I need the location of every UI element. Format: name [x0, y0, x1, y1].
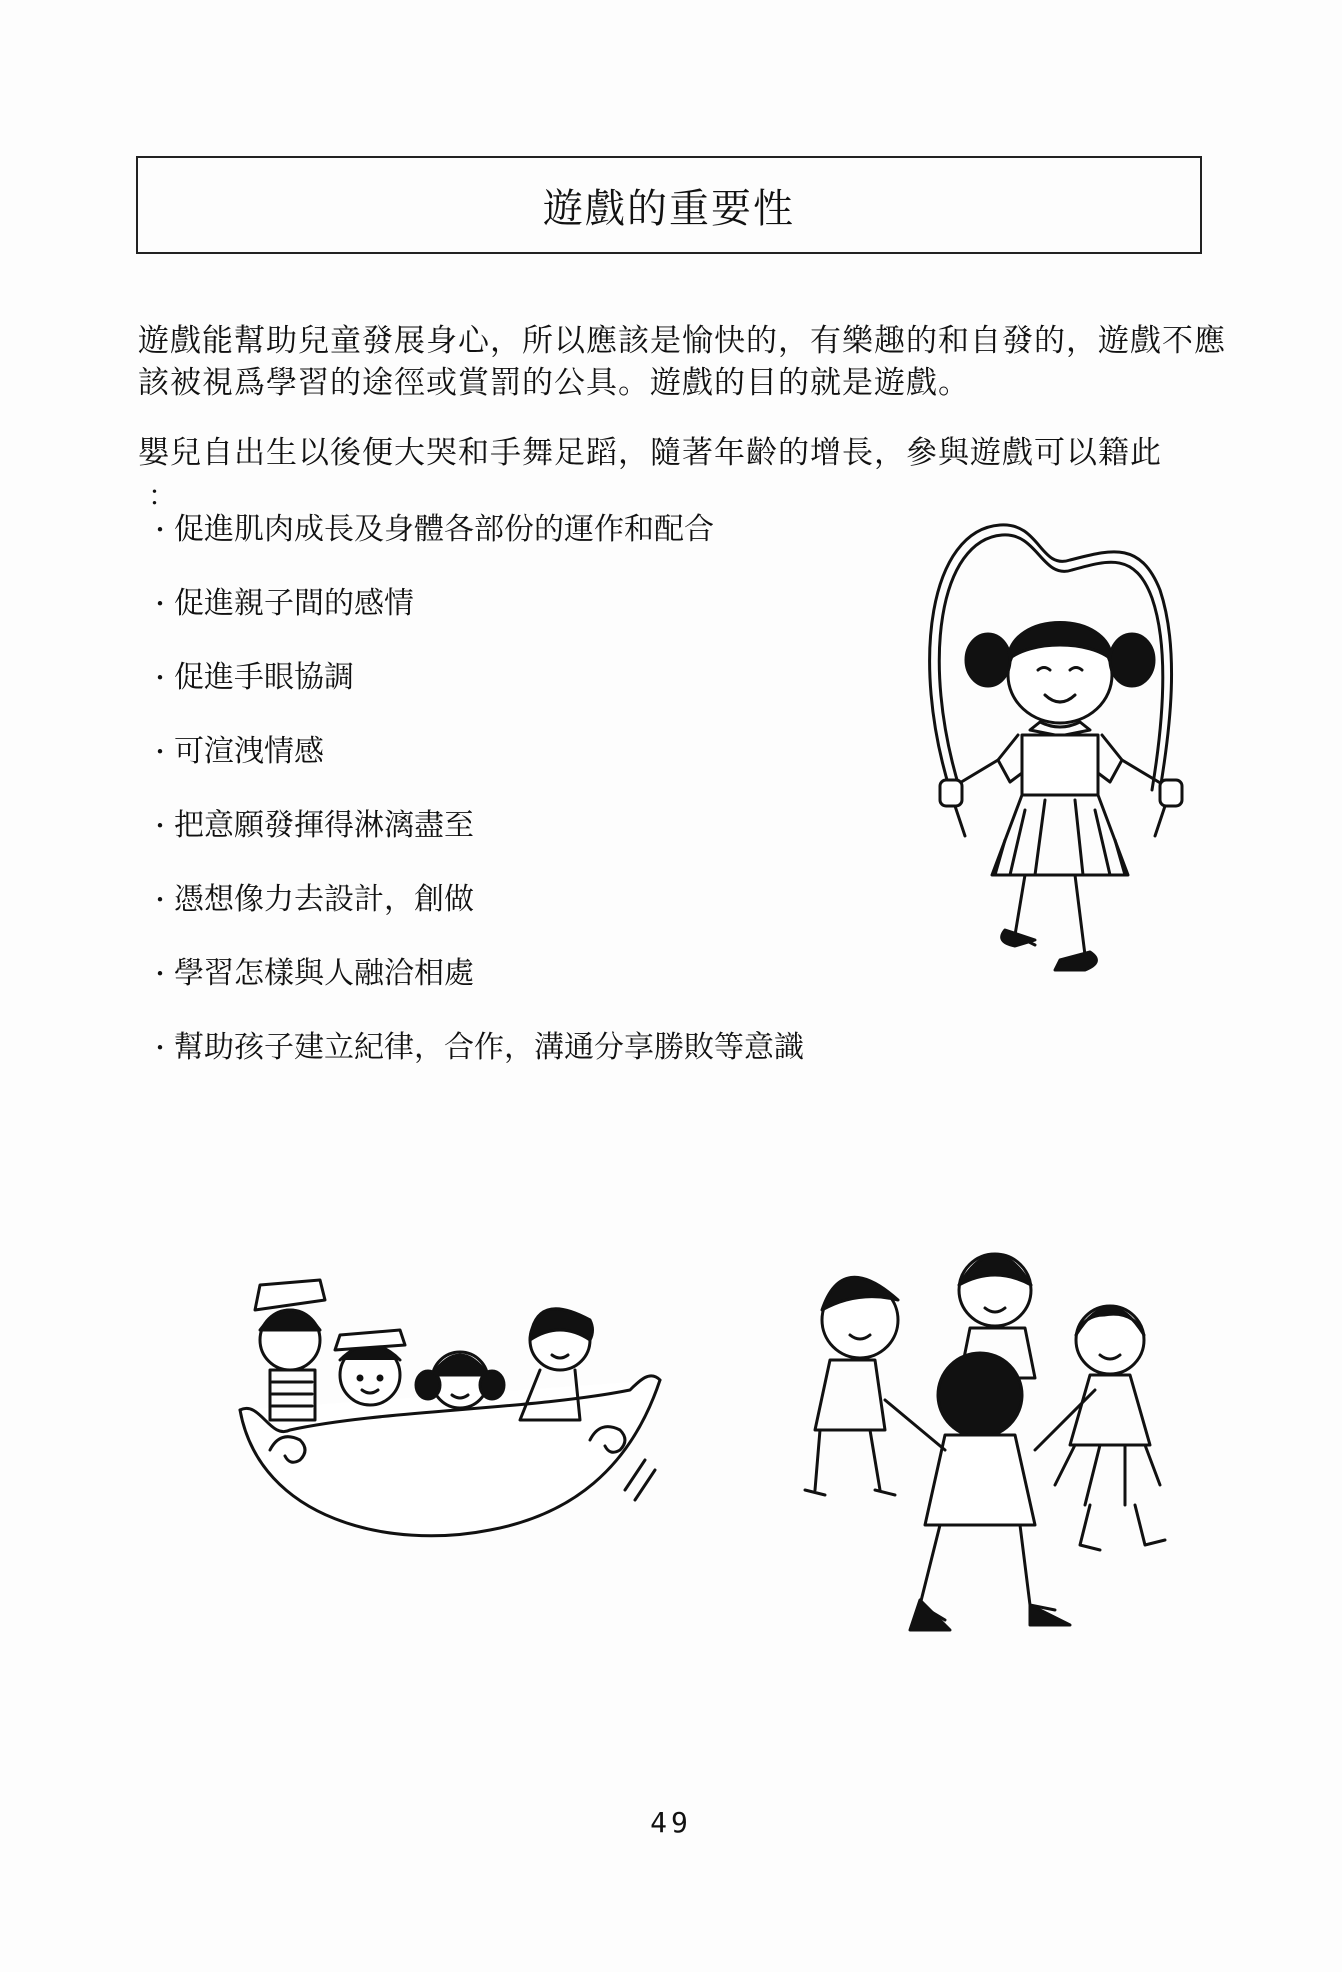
bullet-dot: ・	[148, 960, 172, 988]
development-paragraph: 嬰兒自出生以後便大哭和手舞足蹈，隨著年齡的增長，參與遊戲可以籍此	[138, 435, 1162, 471]
list-item	[148, 582, 804, 656]
list-item-text: 可渲洩情感	[174, 734, 324, 769]
page-title: 遊戲的重要性	[543, 185, 795, 232]
list-item-text: 促進肌肉成長及身體各部份的運作和配合	[174, 512, 714, 547]
children-circle-illustration	[800, 1230, 1190, 1640]
list-item-text: 幫助孩子建立紀律，合作，溝通分享勝敗等意識	[174, 1030, 804, 1065]
bullet-dot: ・	[148, 664, 172, 692]
bullet-dot: ・	[148, 886, 172, 914]
list-item	[148, 952, 804, 1026]
girl-skipping-rope-illustration	[910, 510, 1210, 1010]
list-item	[148, 878, 804, 952]
list-item	[148, 508, 804, 582]
bullet-dot: ・	[148, 1034, 172, 1062]
bullet-dot: ・	[148, 812, 172, 840]
list-item	[148, 656, 804, 730]
bullet-dot: ・	[148, 738, 172, 766]
paragraph-colon: ：	[148, 479, 177, 512]
children-in-boat-illustration	[230, 1260, 670, 1560]
list-item-text: 憑想像力去設計，創做	[174, 882, 474, 917]
title-box	[136, 156, 1202, 254]
list-item-text: 學習怎樣與人融洽相處	[174, 956, 474, 991]
list-item-text: 促進手眼協調	[174, 660, 354, 695]
list-item	[148, 804, 804, 878]
bullet-dot: ・	[148, 590, 172, 618]
benefits-list	[148, 508, 804, 1100]
list-item	[148, 730, 804, 804]
intro-paragraph: 遊戲能幫助兒童發展身心，所以應該是愉快的，有樂趣的和自發的，遊戲不應該被視爲學習的途徑或賞罰的公具。遊戲的目的就是遊戲。	[138, 323, 1226, 401]
list-item-text: 促進親子間的感情	[174, 586, 414, 621]
list-item-text: 把意願發揮得淋漓盡至	[174, 808, 474, 843]
page-number: 49	[650, 1806, 692, 1839]
bullet-dot: ・	[148, 516, 172, 544]
list-item	[148, 1026, 804, 1100]
